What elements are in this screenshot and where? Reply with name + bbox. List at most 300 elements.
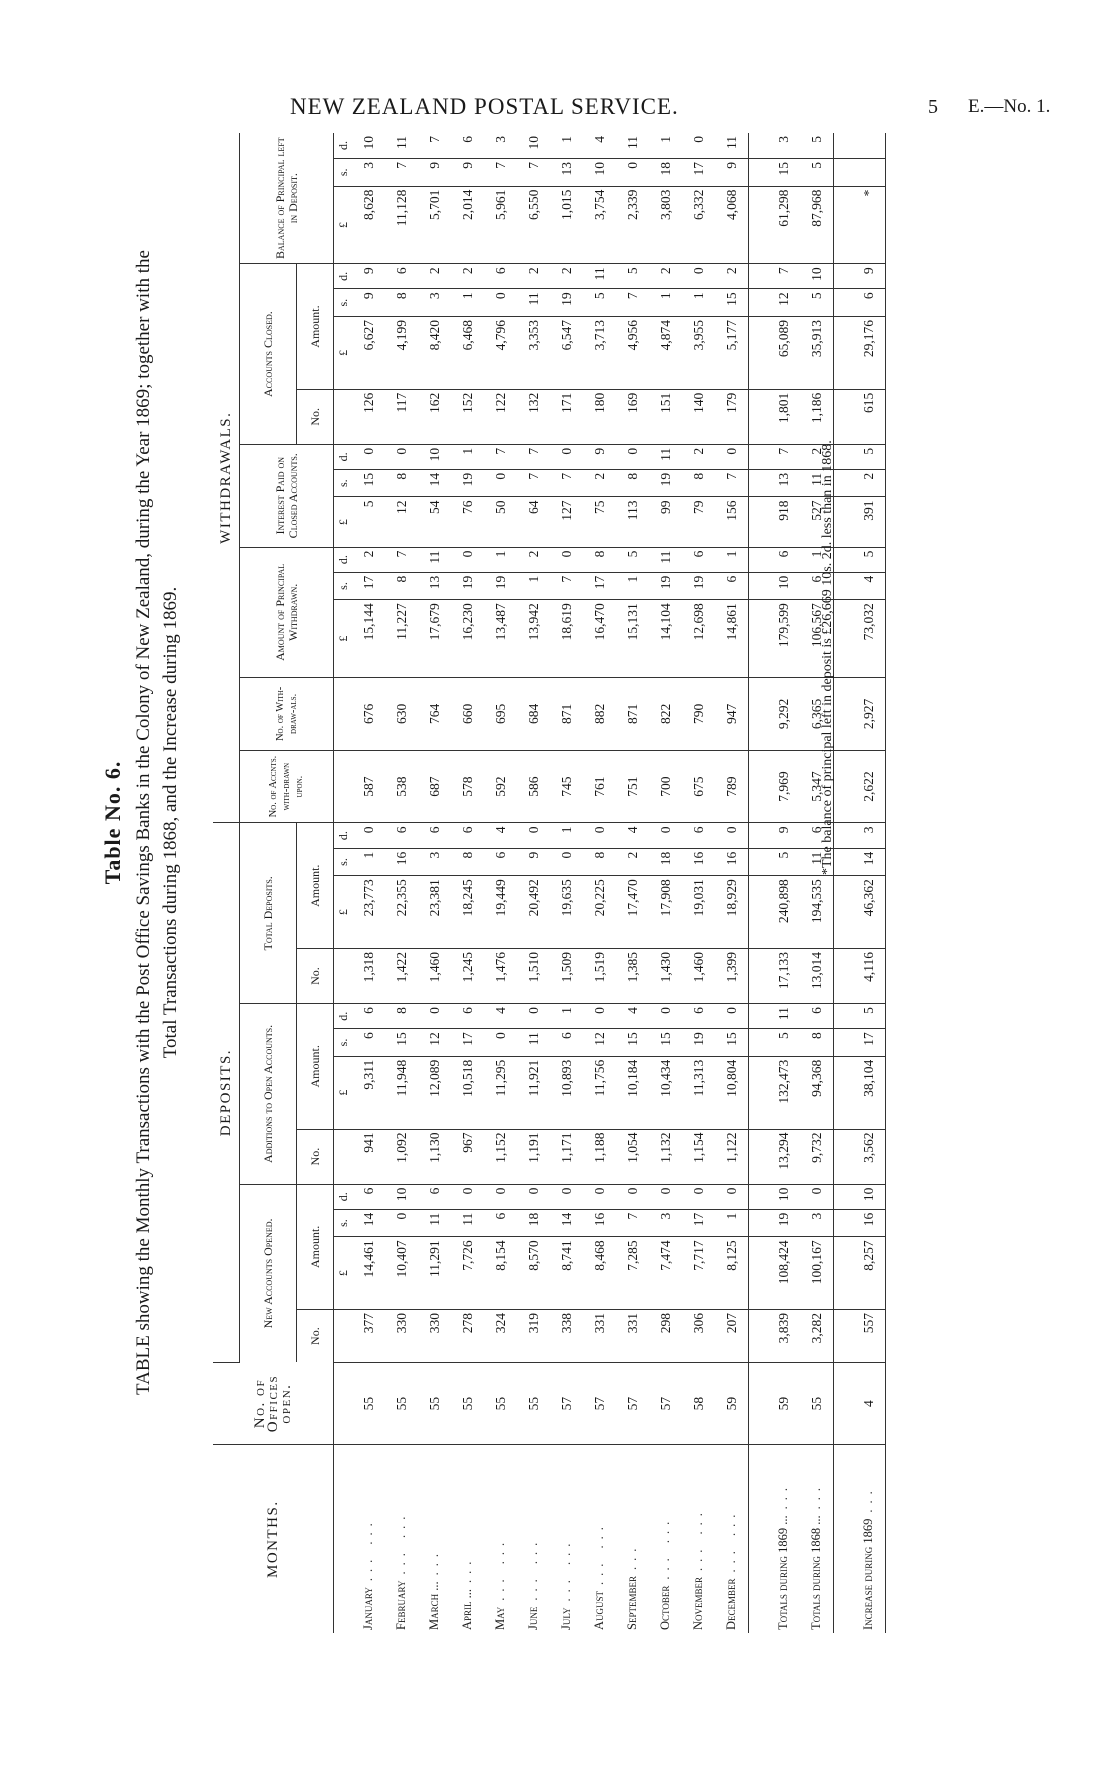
cell-add-l: 10,434 [649, 1056, 682, 1129]
cell-pw-s: 8 [385, 572, 418, 600]
cell-tot-l: 19,449 [484, 876, 517, 949]
cell-add-s: 6 [550, 1029, 583, 1057]
cell-cl-no: 140 [682, 389, 715, 444]
cell-cl-l: 6,468 [451, 316, 484, 389]
cell-new-d: 10 [385, 1184, 418, 1209]
cell-new-s: 14 [352, 1209, 385, 1237]
cell-offices: 55 [352, 1362, 385, 1445]
cell-pw-s: 19 [451, 572, 484, 600]
cell-tot-no: 1,476 [484, 949, 517, 1004]
unit-label: s. [334, 1209, 353, 1237]
cell-add-d: 8 [385, 1004, 418, 1029]
deposits-group-header: DEPOSITS. [213, 823, 240, 1362]
cell-accts-wd: 687 [418, 750, 451, 823]
cell-cl-l: 35,913 [800, 316, 834, 389]
cell-bal-l: 61,298 [767, 186, 800, 264]
unit-label: £ [334, 316, 353, 389]
cell-pw-l: 18,619 [550, 600, 583, 678]
cell-pw-d: 1 [800, 547, 834, 572]
cell-cl-s: 9 [352, 289, 385, 317]
cell-new-d: 10 [767, 1184, 800, 1209]
month-cell [583, 1445, 616, 1633]
cell-cl-l: 4,796 [484, 316, 517, 389]
spacer-cell [834, 159, 853, 187]
leader-dots: ... ... [361, 1517, 375, 1582]
cell-add-s: 11 [517, 1029, 550, 1057]
table-title-line-1: TABLE showing the Monthly Transactions with the Post Office Savings Banks in the Colony of New Zealand, during the Year 1869; together with the [133, 250, 154, 1395]
cell-cl-d: 2 [418, 264, 451, 289]
spacer-cell [834, 1445, 853, 1633]
cell-cl-no: 169 [616, 389, 649, 444]
cell-accts-wd: 578 [451, 750, 484, 823]
cell-add-no: 1,152 [484, 1129, 517, 1184]
cell-pw-l: 12,698 [682, 600, 715, 678]
cell-cl-l: 5,177 [715, 316, 749, 389]
additions-header: Additions to Open Accounts. [240, 1004, 297, 1185]
month-label: December [724, 1578, 738, 1630]
month-cell [682, 1445, 715, 1633]
cell-int-s: 19 [649, 469, 682, 497]
cell-int-s: 7 [715, 469, 749, 497]
cell-pw-s: 19 [649, 572, 682, 600]
cell-pw-l: 13,487 [484, 600, 517, 678]
cell-new-l: 7,717 [682, 1237, 715, 1310]
leader-dots: ... [460, 1555, 474, 1583]
accounts-closed-header: Accounts Closed. [240, 264, 297, 445]
spacer-cell [749, 1129, 768, 1184]
cell-tot-l: 17,908 [649, 876, 682, 949]
cell-cl-d: 9 [352, 264, 385, 289]
cell-add-l: 94,368 [800, 1056, 834, 1129]
unit-label: £ [334, 1237, 353, 1310]
cell-new-s: 1 [715, 1209, 749, 1237]
cell-tot-d: 6 [682, 823, 715, 848]
cell-cl-s: 1 [682, 289, 715, 317]
spacer-cell [834, 547, 853, 572]
unit-label: d. [334, 264, 353, 289]
cell-add-no: 1,188 [583, 1129, 616, 1184]
cell-new-no: 377 [352, 1310, 385, 1363]
cell-add-d: 6 [352, 1004, 385, 1029]
cell-new-s: 16 [583, 1209, 616, 1237]
cell-tot-s: 8 [583, 848, 616, 876]
cell-new-d: 10 [852, 1184, 886, 1209]
unit-label: s. [334, 469, 353, 497]
cell-tot-d: 1 [550, 823, 583, 848]
cell-pw-s: 7 [550, 572, 583, 600]
cell-add-no: 3,562 [852, 1129, 886, 1184]
cell-int-l: 99 [649, 497, 682, 547]
cell-add-s: 17 [852, 1029, 886, 1057]
cell-cl-d: 5 [616, 264, 649, 289]
cell-new-l: 8,154 [484, 1237, 517, 1310]
month-label: July [559, 1607, 573, 1630]
cell-accts-wd: 745 [550, 750, 583, 823]
cell-pw-s: 1 [616, 572, 649, 600]
additions-amount-header: Amount. [297, 1004, 334, 1129]
cell-bal-d: 10 [517, 133, 550, 159]
totals-1868-row [800, 133, 834, 1633]
cell-add-d: 1 [550, 1004, 583, 1029]
cell-add-d: 11 [767, 1004, 800, 1029]
cell-cl-d: 2 [715, 264, 749, 289]
cell-tot-l: 20,225 [583, 876, 616, 949]
cell-no-wd: 947 [715, 678, 749, 751]
spacer-cell [834, 750, 853, 823]
spacer-cell [834, 1310, 853, 1363]
cell-pw-s: 1 [517, 572, 550, 600]
cell-tot-s: 2 [616, 848, 649, 876]
cell-add-d: 4 [616, 1004, 649, 1029]
additions-no-header: No. [297, 1129, 334, 1184]
cell-offices: 55 [451, 1362, 484, 1445]
cell-int-d: 2 [800, 444, 834, 469]
cell-tot-d: 0 [517, 823, 550, 848]
cell-new-l: 8,257 [852, 1237, 886, 1310]
cell-tot-l: 46,362 [852, 876, 886, 949]
cell-cl-l: 6,627 [352, 316, 385, 389]
cell-bal-s: 10 [583, 159, 616, 187]
cell-new-l: 7,474 [649, 1237, 682, 1310]
cell-int-d: 11 [649, 444, 682, 469]
spacer-cell [834, 444, 853, 469]
month-label: January [361, 1587, 375, 1630]
number-of-withdrawals-header: No. of With-draw-als. [240, 678, 334, 751]
cell-int-l: 64 [517, 497, 550, 547]
cell-pw-l: 106,567 [800, 600, 834, 678]
cell-add-s: 5 [767, 1029, 800, 1057]
cell-tot-no: 1,460 [418, 949, 451, 1004]
cell-bal-l: 6,332 [682, 186, 715, 264]
leader-dots: ... ... [724, 1508, 738, 1573]
spacer-cell [749, 547, 768, 572]
cell-int-s: 2 [583, 469, 616, 497]
cell-cl-s: 5 [800, 289, 834, 317]
cell-offices: 57 [616, 1362, 649, 1445]
units-spacer [334, 750, 353, 823]
cell-tot-no: 1,422 [385, 949, 418, 1004]
month-cell [484, 1445, 517, 1633]
cell-tot-d: 0 [583, 823, 616, 848]
cell-add-no: 1,054 [616, 1129, 649, 1184]
cell-add-l: 11,295 [484, 1056, 517, 1129]
cell-new-no: 278 [451, 1310, 484, 1363]
cell-int-l: 75 [583, 497, 616, 547]
cell-bal-s: 7 [517, 159, 550, 187]
cell-cl-l: 3,955 [682, 316, 715, 389]
month-row [616, 133, 649, 1633]
cell-add-no: 1,191 [517, 1129, 550, 1184]
spacer-cell [749, 600, 768, 678]
cell-bal-s: 17 [682, 159, 715, 187]
month-row [715, 133, 749, 1633]
cell-cl-s: 15 [715, 289, 749, 317]
cell-accts-wd: 7,969 [767, 750, 800, 823]
document-reference: E.—No. 1. [968, 96, 1051, 117]
cell-add-l: 10,184 [616, 1056, 649, 1129]
cell-pw-s: 13 [418, 572, 451, 600]
cell-int-l: 918 [767, 497, 800, 547]
spacer-cell [834, 316, 853, 389]
cell-int-d: 10 [418, 444, 451, 469]
cell-pw-d: 1 [715, 547, 749, 572]
cell-new-s: 11 [451, 1209, 484, 1237]
cell-add-d: 0 [517, 1004, 550, 1029]
cell-tot-no: 13,014 [800, 949, 834, 1004]
cell-bal-d: 11 [715, 133, 749, 159]
spacer-cell [834, 876, 853, 949]
cell-tot-d: 6 [418, 823, 451, 848]
spacer-row [834, 133, 853, 1633]
cell-add-no: 1,130 [418, 1129, 451, 1184]
cell-int-s: 7 [550, 469, 583, 497]
cell-accts-wd: 592 [484, 750, 517, 823]
cell-bal-l: 5,961 [484, 186, 517, 264]
month-label: September [625, 1576, 639, 1630]
rotated-table-page [100, 0, 1000, 1645]
units-spacer [334, 678, 353, 751]
cell-int-s: 8 [616, 469, 649, 497]
cell-new-no: 207 [715, 1310, 749, 1363]
cell-tot-l: 19,635 [550, 876, 583, 949]
spacer-cell [749, 1004, 768, 1029]
cell-tot-s: 0 [550, 848, 583, 876]
cell-pw-l: 13,942 [517, 600, 550, 678]
cell-add-s: 15 [715, 1029, 749, 1057]
cell-no-wd: 871 [550, 678, 583, 751]
spacer-cell [834, 572, 853, 600]
cell-add-l: 11,313 [682, 1056, 715, 1129]
unit-label: £ [334, 876, 353, 949]
cell-int-s: 14 [418, 469, 451, 497]
cell-tot-d: 0 [352, 823, 385, 848]
new-accounts-header: New Accounts Opened. [240, 1184, 297, 1362]
cell-new-l: 8,570 [517, 1237, 550, 1310]
cell-bal-l: 87,968 [800, 186, 834, 264]
cell-cl-l: 4,199 [385, 316, 418, 389]
cell-accts-wd: 586 [517, 750, 550, 823]
total-deposits-amount-header: Amount. [297, 823, 334, 949]
cell-bal-l: * [852, 186, 886, 264]
cell-int-d: 0 [715, 444, 749, 469]
cell-new-d: 6 [418, 1184, 451, 1209]
cell-cl-d: 2 [550, 264, 583, 289]
cell-bal-l: 3,754 [583, 186, 616, 264]
spacer-cell [749, 444, 768, 469]
accounts-closed-no-header: No. [297, 389, 334, 444]
cell-int-s: 7 [517, 469, 550, 497]
unit-label: d. [334, 133, 353, 159]
cell-add-s: 15 [385, 1029, 418, 1057]
month-cell [451, 1445, 484, 1633]
principal-withdrawn-header: Amount of Principal Withdrawn. [240, 547, 334, 677]
unit-label: d. [334, 823, 353, 848]
cell-cl-d: 6 [385, 264, 418, 289]
cell-no-wd: 822 [649, 678, 682, 751]
spacer-cell [749, 1056, 768, 1129]
cell-cl-s: 11 [517, 289, 550, 317]
month-cell [852, 1445, 886, 1633]
months-header: MONTHS. [213, 1445, 334, 1633]
cell-cl-l: 65,089 [767, 316, 800, 389]
cell-cl-l: 3,353 [517, 316, 550, 389]
cell-cl-s: 8 [385, 289, 418, 317]
spacer-cell [749, 469, 768, 497]
cell-new-l: 8,125 [715, 1237, 749, 1310]
cell-tot-s: 11 [800, 848, 834, 876]
month-row [583, 133, 616, 1633]
leader-dots: ... ... [526, 1536, 540, 1601]
cell-cl-d: 2 [649, 264, 682, 289]
cell-tot-s: 16 [682, 848, 715, 876]
cell-new-l: 100,167 [800, 1237, 834, 1310]
spacer-cell [749, 497, 768, 547]
cell-offices: 55 [385, 1362, 418, 1445]
unit-label: s. [334, 572, 353, 600]
cell-tot-l: 194,535 [800, 876, 834, 949]
cell-offices: 55 [517, 1362, 550, 1445]
cell-add-s: 0 [484, 1029, 517, 1057]
cell-int-d: 2 [682, 444, 715, 469]
cell-add-l: 10,893 [550, 1056, 583, 1129]
cell-add-d: 6 [800, 1004, 834, 1029]
cell-accts-wd: 700 [649, 750, 682, 823]
cell-add-d: 0 [715, 1004, 749, 1029]
cell-tot-l: 18,929 [715, 876, 749, 949]
spacer-cell [749, 876, 768, 949]
cell-bal-d [852, 133, 886, 159]
cell-int-s: 15 [352, 469, 385, 497]
cell-pw-s: 6 [715, 572, 749, 600]
spacer-cell [749, 133, 768, 159]
cell-cl-no: 1,186 [800, 389, 834, 444]
cell-new-d: 6 [352, 1184, 385, 1209]
spacer-cell [749, 1029, 768, 1057]
cell-new-s: 0 [385, 1209, 418, 1237]
accounts-withdrawn-upon-header: No. of Accnts. with-drawn upon. [240, 750, 334, 823]
cell-int-s: 8 [385, 469, 418, 497]
cell-cl-s: 6 [852, 289, 886, 317]
cell-int-l: 54 [418, 497, 451, 547]
cell-pw-s: 19 [682, 572, 715, 600]
cell-add-d: 6 [451, 1004, 484, 1029]
cell-add-l: 11,756 [583, 1056, 616, 1129]
cell-no-wd: 630 [385, 678, 418, 751]
cell-bal-d: 0 [682, 133, 715, 159]
cell-no-wd: 882 [583, 678, 616, 751]
cell-cl-s: 19 [550, 289, 583, 317]
cell-bal-s: 9 [715, 159, 749, 187]
cell-pw-l: 15,144 [352, 600, 385, 678]
cell-cl-s: 5 [583, 289, 616, 317]
leader-dots: ... ... [559, 1537, 573, 1602]
spacer-cell [834, 678, 853, 751]
cell-int-d: 5 [852, 444, 886, 469]
units-spacer [334, 1310, 353, 1363]
cell-offices: 57 [583, 1362, 616, 1445]
cell-no-wd: 695 [484, 678, 517, 751]
cell-bal-d: 11 [616, 133, 649, 159]
cell-bal-l: 6,550 [517, 186, 550, 264]
cell-pw-d: 2 [352, 547, 385, 572]
cell-new-s: 3 [800, 1209, 834, 1237]
cell-tot-no: 1,509 [550, 949, 583, 1004]
cell-bal-l: 4,068 [715, 186, 749, 264]
spacer-cell [834, 1029, 853, 1057]
cell-new-d: 0 [517, 1184, 550, 1209]
cell-bal-s: 3 [352, 159, 385, 187]
cell-pw-l: 16,230 [451, 600, 484, 678]
cell-pw-s: 6 [800, 572, 834, 600]
cell-no-wd: 684 [517, 678, 550, 751]
cell-new-no: 338 [550, 1310, 583, 1363]
cell-bal-s [852, 159, 886, 187]
cell-add-s: 6 [352, 1029, 385, 1057]
interest-header: Interest Paid on Closed Accounts. [240, 444, 334, 547]
cell-int-s: 8 [682, 469, 715, 497]
cell-pw-d: 0 [550, 547, 583, 572]
cell-int-l: 12 [385, 497, 418, 547]
spacer-cell [834, 823, 853, 848]
cell-add-l: 9,311 [352, 1056, 385, 1129]
cell-cl-l: 3,713 [583, 316, 616, 389]
cell-tot-d: 9 [767, 823, 800, 848]
cell-accts-wd: 751 [616, 750, 649, 823]
cell-tot-l: 19,031 [682, 876, 715, 949]
cell-bal-d: 3 [767, 133, 800, 159]
cell-add-no: 1,154 [682, 1129, 715, 1184]
cell-new-no: 331 [616, 1310, 649, 1363]
spacer-cell [834, 1004, 853, 1029]
cell-no-wd: 660 [451, 678, 484, 751]
cell-offices: 59 [715, 1362, 749, 1445]
cell-tot-no: 1,510 [517, 949, 550, 1004]
month-row [682, 133, 715, 1633]
units-spacer [334, 1129, 353, 1184]
cell-no-wd: 676 [352, 678, 385, 751]
spacer-cell [834, 186, 853, 264]
cell-offices: 55 [418, 1362, 451, 1445]
month-cell [517, 1445, 550, 1633]
cell-new-l: 7,285 [616, 1237, 649, 1310]
accounts-closed-amount-header: Amount. [297, 264, 334, 389]
cell-tot-s: 14 [852, 848, 886, 876]
cell-bal-l: 1,015 [550, 186, 583, 264]
cell-tot-no: 1,399 [715, 949, 749, 1004]
month-cell [550, 1445, 583, 1633]
cell-new-l: 14,461 [352, 1237, 385, 1310]
cell-pw-d: 11 [418, 547, 451, 572]
cell-new-no: 331 [583, 1310, 616, 1363]
cell-bal-s: 0 [616, 159, 649, 187]
cell-add-l: 11,948 [385, 1056, 418, 1129]
cell-add-no: 9,732 [800, 1129, 834, 1184]
cell-add-d: 5 [852, 1004, 886, 1029]
cell-cl-no: 615 [852, 389, 886, 444]
cell-new-l: 8,468 [583, 1237, 616, 1310]
cell-add-no: 941 [352, 1129, 385, 1184]
spacer-cell [749, 1237, 768, 1310]
cell-new-no: 330 [385, 1310, 418, 1363]
cell-bal-s: 7 [385, 159, 418, 187]
spacer-cell [834, 289, 853, 317]
page-header-title: NEW ZEALAND POSTAL SERVICE. [290, 94, 679, 119]
cell-new-d: 0 [649, 1184, 682, 1209]
cell-add-l: 11,921 [517, 1056, 550, 1129]
cell-add-l: 10,804 [715, 1056, 749, 1129]
cell-tot-no: 4,116 [852, 949, 886, 1004]
cell-bal-s: 5 [800, 159, 834, 187]
